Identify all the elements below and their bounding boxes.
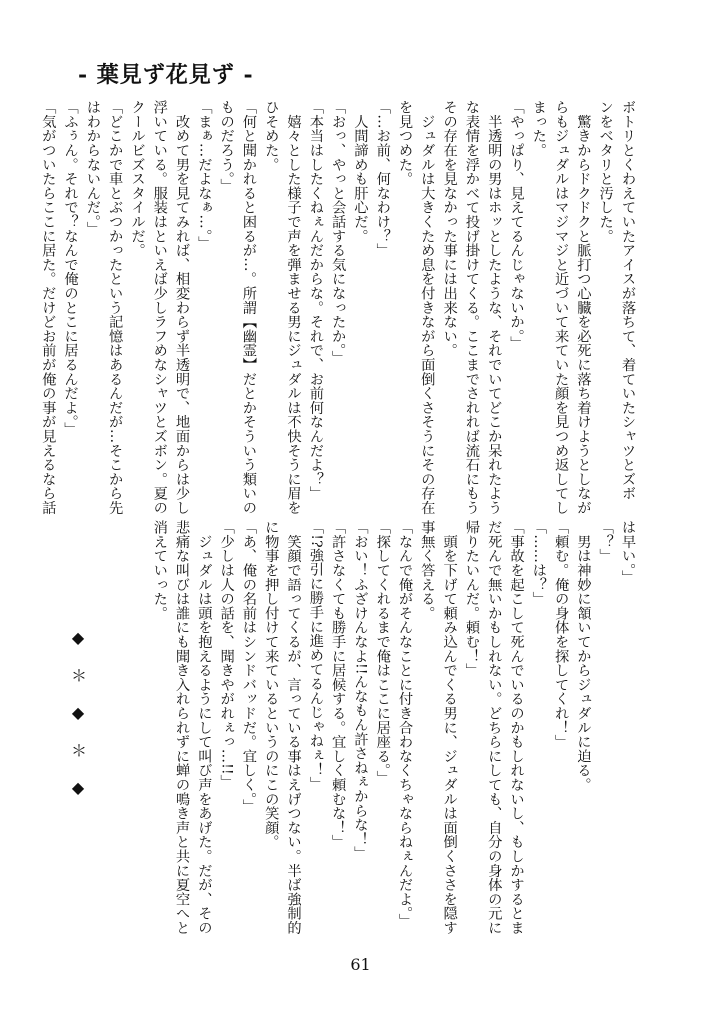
page-number: 61	[350, 955, 371, 974]
text-line: 「気がついたらここに居た。だけどお前が俺の事が見えるなら話	[40, 100, 57, 515]
upper-text-block	[40, 100, 639, 515]
text-line: まった。	[530, 100, 547, 158]
text-line: 「おっ、やっと会話する気になったか。」	[330, 100, 347, 365]
text-line: 事無く答える。	[419, 520, 436, 621]
text-line: 笑顔で語ってくるが、言っている事はえげつない。半ば強制的	[285, 520, 302, 935]
text-line: 「ふぅん。それで？なんで俺のとこに居るんだよ。」	[62, 100, 79, 437]
text-line: らもジュダルはマジマジと近づいて来ていた顔を見つめ返してし	[553, 100, 570, 515]
text-line: 消えていった。	[151, 520, 168, 621]
text-line: ジュダルは頭を抱えるようにして叫び声をあげた。だが、その	[196, 520, 213, 935]
text-line: 「…お前、何なわけ？」	[374, 100, 391, 258]
text-line: 「事故を起こして死んでいるのかもしれないし、もしかするとま	[508, 520, 525, 935]
text-line: 浮いている。服装はといえば少しラフめなシャツとズボン。夏の	[151, 100, 168, 515]
text-line: は早い。」	[620, 520, 636, 585]
text-line: その存在を見なかった事には出来ない。	[441, 100, 458, 358]
text-line: 人間諦めも肝心だ。	[352, 100, 369, 243]
text-line: はわからないんだ。」	[84, 100, 101, 236]
text-line: 「頼む。俺の身体を探してくれ！」	[553, 520, 570, 749]
text-line: を見つめた。	[397, 100, 414, 186]
page-header-title: - 葉見ず花見ず -	[78, 62, 254, 88]
text-line: 「おい！ふざけんなよ!!んなもん許さねぇからな！」	[352, 520, 369, 861]
lower-text-block	[68, 520, 639, 935]
text-line: 「なんで俺がそんなことに付き合わなくちゃならねぇんだよ。」	[397, 520, 414, 928]
text-line: クールビズスタイルだ。	[129, 100, 146, 258]
text-line: 「!?強引に勝手に進めてるんじゃねぇ！」	[307, 520, 324, 791]
section-break-marks: ◆＊◆＊◆	[68, 628, 88, 817]
text-line: 「まぁ…だよなぁ…。」	[196, 100, 213, 251]
text-line: に物事を押し付けて来ているというのにこの笑顔。	[263, 520, 280, 849]
text-line: 改めて男を見てみれば、相変わらず半透明で、地面からは少し	[174, 100, 191, 515]
text-line: 「？」	[597, 520, 614, 563]
text-line: 「少しは人の話を、聞きやがれぇっ…!!」	[218, 520, 235, 789]
text-line: 男は神妙に頷いてからジュダルに迫る。	[575, 520, 592, 792]
text-line: 「本当はしたくねぇんだからな。それで、お前何なんだよ？」	[307, 100, 324, 501]
text-line: 半透明の男はホッとしたような、それでいてどこか呆れたよう	[486, 100, 503, 515]
text-line: 「何と聞かれると困るが…。所謂【幽霊】だとかそういう類いの	[240, 100, 257, 515]
text-line: ジュダルは大きくため息を付きながら面倒くさそうにその存在	[419, 100, 436, 515]
text-line: 「探してくれるまで俺はここに居座る。」	[374, 520, 391, 785]
text-line: 嬉々とした様子で声を弾ませる男にジュダルは不快そうに眉を	[285, 100, 302, 515]
text-line: だ死んで無いかもしれない。どちらにしても、自分の身体の元に	[486, 520, 503, 935]
text-line: ひそめた。	[263, 100, 280, 172]
text-line: 驚きからドクドクと脈打つ心臓を必死に落ち着けようとしなが	[575, 100, 592, 515]
text-line: 「許さなくても勝手に居候する。宜しく頼むな！」	[330, 520, 347, 849]
text-line: ボトリとくわえていたアイスが落ちて、着ていたシャツとズボ	[620, 100, 636, 501]
text-line: 「……は？」	[530, 520, 547, 606]
text-line: ンをベタリと汚した。	[597, 100, 614, 243]
text-line: 悲痛な叫びは誰にも聞き入れられずに蝉の鳴き声と共に夏空へと	[174, 520, 191, 935]
section-gap	[88, 520, 148, 930]
text-line: ものだろう。」	[218, 100, 235, 193]
text-line: 頭を下げて頼み込んでくる男に、ジュダルは面倒くささを隠す	[441, 520, 458, 935]
text-line: 「あ、俺の名前はシンドバッドだ。宜しく。」	[240, 520, 257, 814]
text-line: 帰りたいんだ。頼む！」	[463, 520, 480, 678]
text-line: な表情を浮かべて投げ掛けてくる。ここまでされれば流石にもう	[463, 100, 480, 515]
text-line: 「やっぱり、見えてるんじゃないか。」	[508, 100, 525, 351]
text-line: 「どこかで車とぶつかったという記憶はあるんだが…そこから先	[107, 100, 124, 515]
